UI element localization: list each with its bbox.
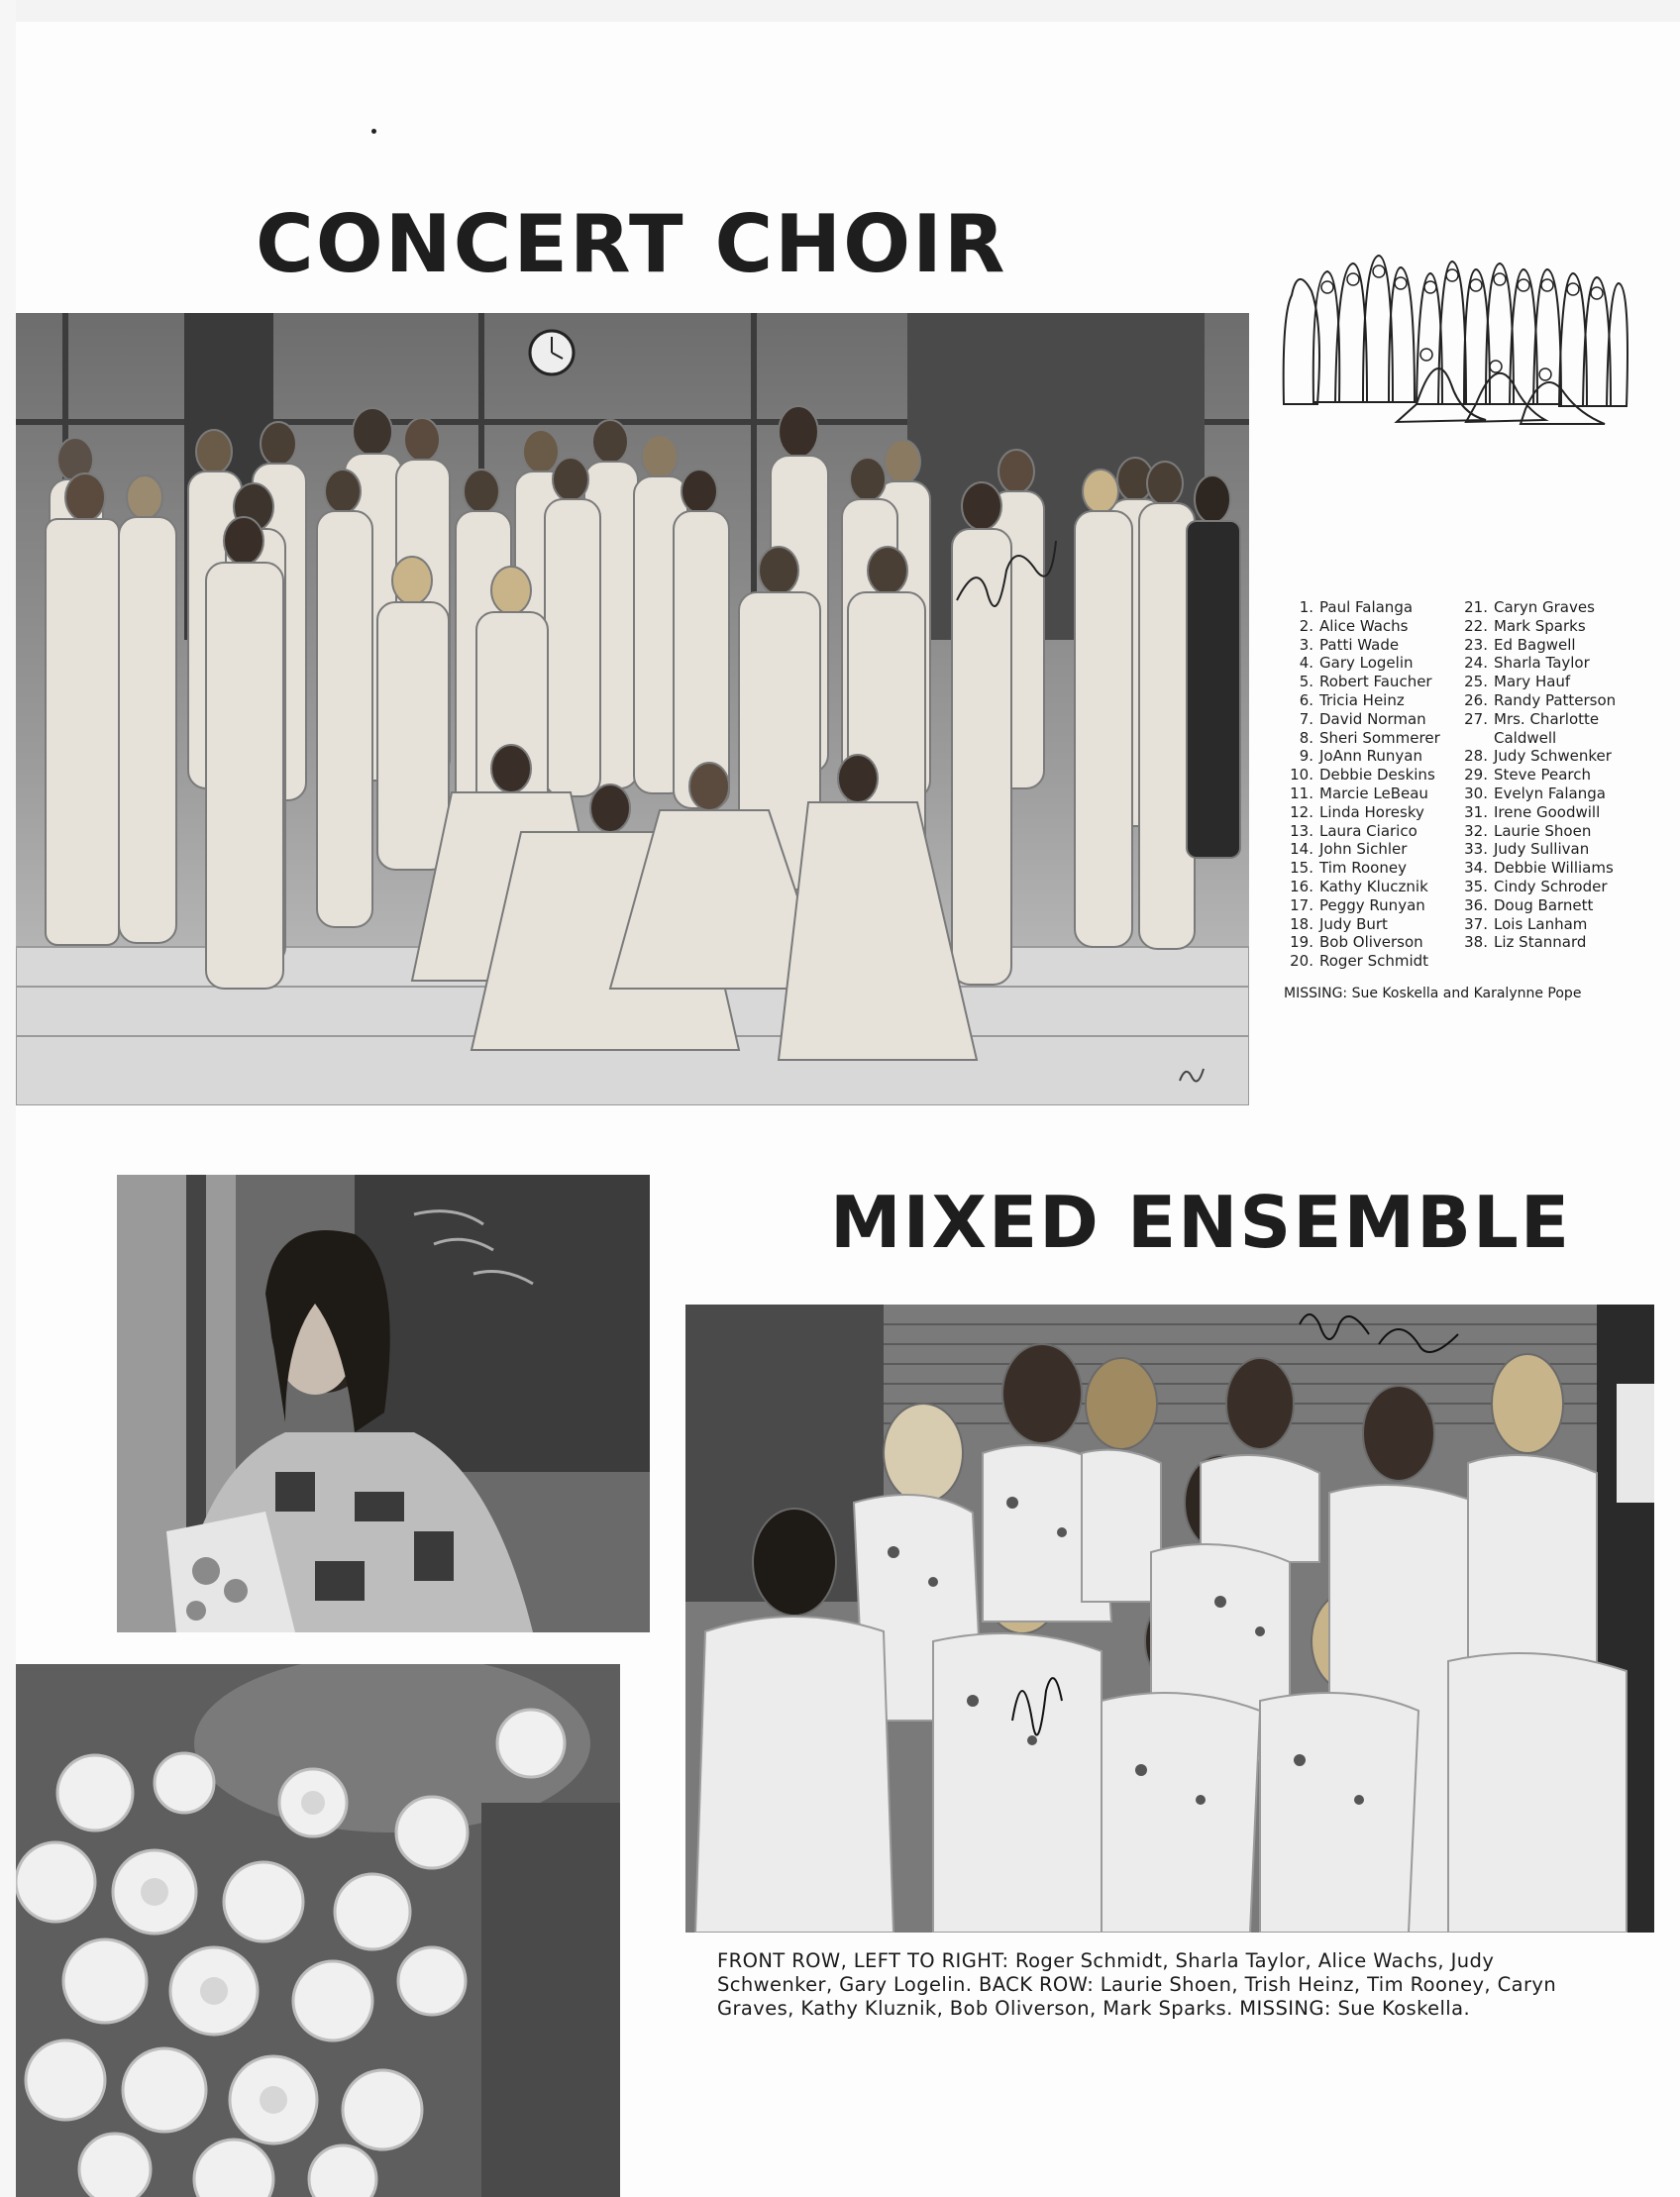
mixed-ensemble-photo [685, 1305, 1654, 1933]
roster-item: 25. Mary Hauf [1464, 673, 1571, 691]
roster-item: 29. Steve Pearch [1464, 766, 1592, 785]
carnations-photo [16, 1664, 620, 2197]
choir-missing-note: MISSING: Sue Koskella and Karalynne Pope [1284, 986, 1582, 1001]
roster-item: 11. Marcie LeBeau [1290, 784, 1428, 802]
director-candid-photo [117, 1175, 650, 1632]
roster-item: 14. John Sichler [1290, 840, 1408, 859]
roster-item: 20. Roger Schmidt [1290, 952, 1429, 971]
roster-item: 9. JoAnn Runyan [1299, 747, 1422, 766]
roster-item: 37. Lois Lanham [1464, 914, 1588, 933]
print-speck [371, 129, 376, 134]
roster-item: 5. Robert Faucher [1299, 673, 1432, 691]
roster-item: 21. Caryn Graves [1464, 598, 1595, 616]
roster-item: 1. Paul Falanga [1299, 598, 1414, 616]
roster-item: 15. Tim Rooney [1290, 859, 1407, 878]
roster-item: 3. Patti Wade [1299, 635, 1400, 654]
roster-item: 13. Laura Ciarico [1290, 821, 1418, 840]
roster-item: 33. Judy Sullivan [1464, 840, 1590, 859]
roster-item: 30. Evelyn Falanga [1464, 784, 1606, 802]
roster-item: 8. Sheri Sommerer [1299, 728, 1440, 747]
roster-item: 32. Laurie Shoen [1464, 821, 1592, 840]
roster-item: 22. Mark Sparks [1464, 616, 1586, 635]
roster-item: 2. Alice Wachs [1299, 616, 1409, 635]
choir-key-diagram [1278, 236, 1634, 428]
roster-item: 38. Liz Stannard [1464, 933, 1587, 952]
roster-item: 27. Mrs. Charlotte [1464, 709, 1600, 728]
scan-edge-left [0, 0, 16, 2197]
roster-item: 16. Kathy Klucznik [1290, 877, 1428, 895]
mixed-ensemble-heading: MIXED ENSEMBLE [830, 1181, 1572, 1264]
roster-item: 28. Judy Schwenker [1464, 747, 1612, 766]
roster-item: 19. Bob Oliverson [1290, 933, 1423, 952]
roster-item: 31. Irene Goodwill [1464, 802, 1601, 821]
roster-item: 4. Gary Logelin [1299, 654, 1414, 673]
roster-item: 26. Randy Patterson [1464, 690, 1617, 709]
roster-item: 24. Sharla Taylor [1464, 654, 1590, 673]
roster-item: 34. Debbie Williams [1464, 859, 1614, 878]
ensemble-caption: FRONT ROW, LEFT TO RIGHT: Roger Schmidt, Sharla Taylor, Alice Wachs, Judy Schwenker, Gary Logelin. BACK ROW: Laurie Shoen, Trish Heinz, Tim Rooney, Caryn Graves, Kathy Kluznik, Bob Oliverson, Mark Sparks. MISSING: Sue Koskella. [717, 1949, 1557, 2020]
roster-item: Caldwell [1494, 728, 1557, 747]
choir-roster-right [1462, 598, 1616, 952]
roster-item: 12. Linda Horesky [1290, 802, 1424, 821]
roster-item: 35. Cindy Schroder [1464, 877, 1608, 895]
roster-item: 10. Debbie Deskins [1290, 766, 1435, 785]
roster-item: 6. Tricia Heinz [1299, 690, 1405, 709]
roster-item: 36. Doug Barnett [1464, 895, 1594, 914]
scan-edge-top [0, 0, 1680, 22]
roster-item: 7. David Norman [1299, 709, 1426, 728]
concert-choir-heading: CONCERT CHOIR [256, 198, 1007, 290]
concert-choir-photo [16, 313, 1249, 1105]
roster-item: 23. Ed Bagwell [1464, 635, 1576, 654]
choir-roster-left [1288, 598, 1440, 971]
roster-item: 18. Judy Burt [1290, 914, 1388, 933]
roster-item: 17. Peggy Runyan [1290, 895, 1425, 914]
